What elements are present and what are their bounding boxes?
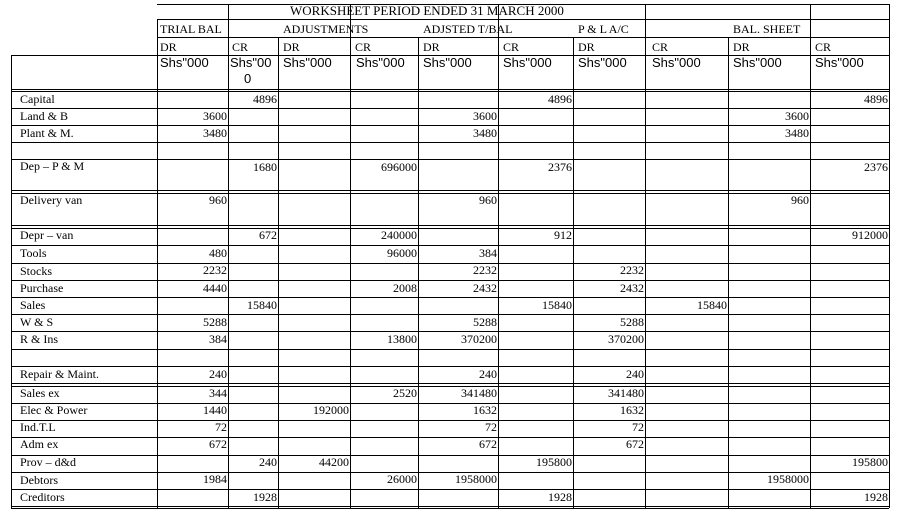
unit-header: Shs"000 [423, 55, 472, 70]
cell-value: 1632 [473, 403, 497, 417]
cell-value: 2008 [393, 281, 417, 295]
cell-value: 1984 [203, 472, 227, 486]
cr-header: CR [503, 40, 520, 54]
cell-value: 912000 [852, 228, 888, 242]
cell-value: 960 [479, 193, 497, 207]
row-label: Dep – P & M [20, 159, 85, 173]
row-label: Adm ex [20, 437, 59, 451]
cell-value: 3480 [203, 126, 227, 140]
cell-value: 2232 [620, 263, 644, 277]
cell-value: 195800 [852, 455, 888, 469]
cell-value: 672 [259, 228, 277, 242]
column-rule [228, 4, 229, 508]
unit-header: Shs"00 [230, 55, 272, 70]
cell-value: 5288 [620, 315, 644, 329]
row-rule [11, 349, 889, 350]
cell-value: 3600 [203, 109, 227, 123]
row-label: W & S [20, 315, 54, 329]
cell-value: 480 [209, 246, 227, 260]
column-rule [728, 37, 729, 508]
dr-header: DR [733, 40, 750, 54]
row-label: Repair & Maint. [20, 367, 99, 381]
cell-value: 672 [479, 437, 497, 451]
unit-header: Shs"000 [503, 55, 552, 70]
cell-value: 2376 [548, 160, 572, 174]
column-rule [889, 4, 890, 508]
cell-value: 72 [485, 420, 497, 434]
column-rule [645, 4, 646, 508]
cell-value: 195800 [536, 455, 572, 469]
cell-value: 344 [209, 386, 227, 400]
cell-value: 15840 [542, 298, 572, 312]
cell-value: 3600 [473, 109, 497, 123]
cell-value: 96000 [387, 246, 417, 260]
cell-value: 4896 [548, 92, 572, 106]
cell-value: 5288 [203, 315, 227, 329]
cr-header: CR [355, 40, 372, 54]
cell-value: 2232 [203, 263, 227, 277]
unit-header: Shs"000 [815, 55, 864, 70]
cell-value: 696000 [381, 160, 417, 174]
row-rule [11, 190, 889, 191]
row-rule [11, 142, 889, 143]
row-rule [11, 91, 889, 92]
unit-header: Shs"000 [160, 55, 209, 70]
cell-value: 15840 [247, 298, 277, 312]
cell-value: 2520 [393, 386, 417, 400]
cr-header: CR [815, 40, 832, 54]
row-rule [157, 37, 889, 38]
row-label: Plant & M. [20, 126, 74, 140]
cell-value: 2432 [620, 281, 644, 295]
cell-value: 1958000 [455, 472, 497, 486]
cell-value: 384 [209, 332, 227, 346]
cell-value: 240 [479, 367, 497, 381]
row-label: Sales [20, 298, 46, 312]
row-label: R & Ins [20, 332, 59, 346]
cell-value: 672 [209, 437, 227, 451]
cell-value: 370200 [461, 332, 497, 346]
cell-value: 44200 [319, 455, 349, 469]
dr-header: DR [423, 40, 440, 54]
cell-value: 3480 [785, 126, 809, 140]
worksheet-title: WORKSHEET PERIOD ENDED 31 MARCH 2000 [290, 3, 564, 18]
row-label: Delivery van [20, 193, 83, 207]
cell-value: 72 [632, 420, 644, 434]
cell-value: 1680 [253, 160, 277, 174]
row-label: Land & B [20, 109, 68, 123]
row-rule [11, 297, 889, 298]
cell-value: 5288 [473, 315, 497, 329]
row-label: Depr – van [20, 228, 74, 242]
row-rule [11, 508, 889, 509]
cell-value: 1440 [203, 403, 227, 417]
row-rule [157, 19, 889, 20]
row-label: Sales ex [20, 386, 60, 400]
dr-header: DR [283, 40, 300, 54]
cell-value: 4896 [253, 92, 277, 106]
row-label: Elec & Power [20, 403, 88, 417]
group-header: ADJUSTMENTS [283, 22, 369, 36]
row-label: Stocks [20, 264, 53, 278]
row-label: Capital [20, 92, 55, 106]
cell-value: 2432 [473, 281, 497, 295]
cell-value: 15840 [697, 298, 727, 312]
cell-value: 3600 [785, 109, 809, 123]
unit-header: Shs"000 [733, 55, 782, 70]
column-rule [810, 4, 811, 508]
row-rule [11, 225, 889, 226]
cell-value: 1958000 [767, 472, 809, 486]
column-rule [278, 37, 279, 508]
cr-header: CR [652, 40, 669, 54]
row-label: Debtors [20, 473, 58, 487]
cell-value: 240 [626, 367, 644, 381]
group-header: BAL. SHEET [733, 22, 801, 36]
row-label: Tools [20, 246, 47, 260]
group-header: P & L A/C [578, 22, 629, 36]
cell-value: 341480 [461, 386, 497, 400]
cell-value: 960 [791, 193, 809, 207]
left-border [11, 55, 12, 508]
cell-value: 240 [209, 367, 227, 381]
cell-value: 4440 [203, 281, 227, 295]
cell-value: 384 [479, 246, 497, 260]
cell-value: 240 [259, 455, 277, 469]
row-label: Creditors [20, 490, 65, 504]
cr-header: CR [232, 40, 249, 54]
unit-wrap: 0 [244, 71, 252, 86]
cell-value: 192000 [313, 403, 349, 417]
row-rule [11, 383, 889, 384]
cell-value: 341480 [608, 386, 644, 400]
cell-value: 4896 [864, 92, 888, 106]
cell-value: 912 [554, 228, 572, 242]
row-label: Ind.T.L [20, 420, 56, 434]
unit-header: Shs"000 [356, 55, 405, 70]
cell-value: 1632 [620, 403, 644, 417]
row-rule [11, 89, 889, 90]
row-rule [11, 489, 889, 490]
row-label: Purchase [20, 281, 64, 295]
cell-value: 2232 [473, 263, 497, 277]
group-header: ADJSTED T/BAL [423, 22, 513, 36]
column-rule [498, 4, 499, 508]
row-rule [11, 506, 889, 507]
cell-value: 72 [215, 420, 227, 434]
cell-value: 1928 [864, 490, 888, 504]
row-label: Prov – d&d [20, 455, 77, 469]
unit-header: Shs"000 [578, 55, 627, 70]
cell-value: 2376 [864, 160, 888, 174]
dr-header: DR [578, 40, 595, 54]
unit-header: Shs"000 [652, 55, 701, 70]
group-header: TRIAL BAL [160, 22, 222, 36]
row-rule [11, 228, 889, 229]
cell-value: 960 [209, 193, 227, 207]
cell-value: 1928 [253, 490, 277, 504]
cell-value: 3480 [473, 126, 497, 140]
cell-value: 672 [626, 437, 644, 451]
cell-value: 370200 [608, 332, 644, 346]
unit-header: Shs"000 [283, 55, 332, 70]
cell-value: 1928 [548, 490, 572, 504]
dr-header: DR [160, 40, 177, 54]
cell-value: 240000 [381, 228, 417, 242]
row-rule [11, 159, 889, 160]
cell-value: 26000 [387, 472, 417, 486]
cell-value: 13800 [387, 332, 417, 346]
row-rule [11, 455, 889, 456]
